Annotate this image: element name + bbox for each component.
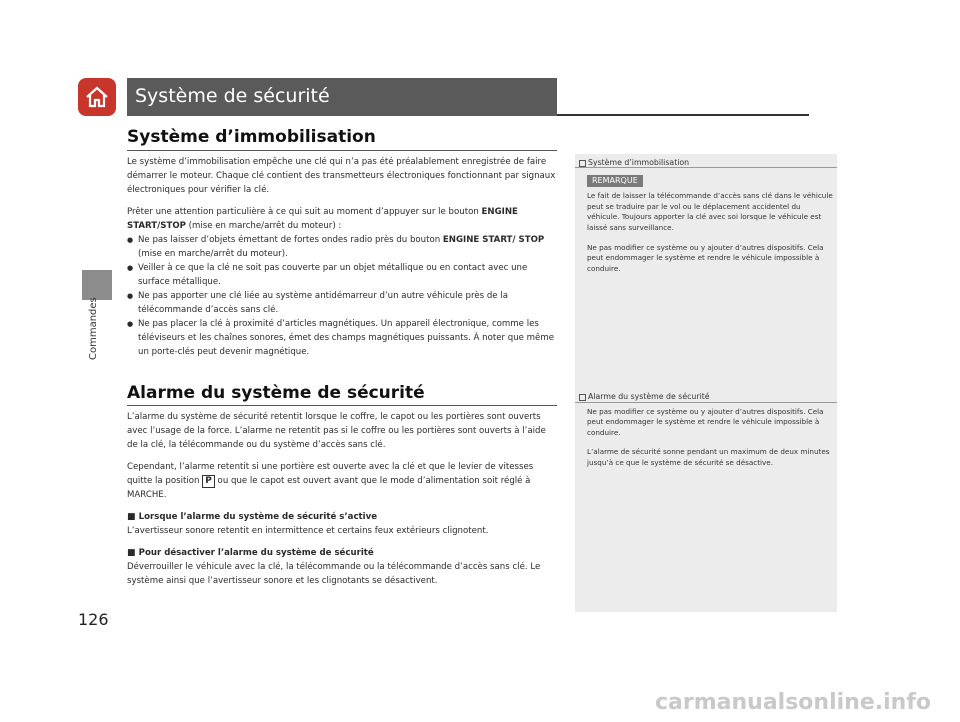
section-body-alarme	[127, 410, 557, 596]
subheading: ■ Lorsque l’alarme du système de sécurité s’active	[127, 510, 557, 524]
list-item: ● Ne pas laisser d’objets émettant de fortes ondes radio près du bouton ENGINE START/ STOP (mise en marche/arrêt du moteur).	[127, 233, 557, 261]
home-icon	[83, 83, 111, 111]
note-box-icon	[579, 160, 586, 167]
page-title-bar	[127, 78, 557, 116]
home-button[interactable]	[78, 78, 116, 116]
paragraph: Prêter une attention particulière à ce qui suit au moment d’appuyer sur le bouton ENGINE START/STOP (mise en marche/arrêt du moteur) :	[127, 207, 518, 231]
paragraph: Le système d’immobilisation empêche une clé qui n’a pas été préalablement enregistrée de faire démarrer le moteur. Chaque clé contient des transmetteurs électroniques fonctionnant par signaux électroniques pour vérifier la clé.	[127, 157, 556, 195]
section-heading-alarme: Alarme du système de sécurité	[127, 383, 425, 403]
note-rule	[575, 402, 837, 403]
subheading: ■ Pour désactiver l’alarme du système de sécurité	[127, 546, 557, 560]
paragraph: Déverrouiller le véhicule avec la clé, la télécommande ou la télécommande d’accès sans clé. Le système ainsi que l’avertisseur sonore et les clignotants se désactivent.	[127, 562, 541, 586]
side-label: Commandes	[88, 297, 99, 360]
page-title: Système de sécurité	[135, 85, 330, 107]
page-number: 126	[78, 610, 109, 629]
side-tab[interactable]	[82, 270, 112, 300]
list-item: ● Ne pas apporter une clé liée au système antidémarreur d’un autre véhicule près de la télécommande d’accès sans clé.	[127, 289, 557, 317]
note-title: Système d’immobilisation	[579, 158, 833, 169]
watermark: carmanualsonline.info	[655, 690, 931, 715]
note-paragraph: Ne pas modifier ce système ou y ajouter d’autres dispositifs. Cela peut endommager le système et rendre le véhicule impossible à conduire.	[587, 242, 824, 273]
title-rule	[557, 114, 809, 116]
note-title: Alarme du système de sécurité	[579, 392, 833, 403]
gear-position-p: P	[202, 475, 215, 488]
paragraph: Cependant, l’alarme retentit si une portière est ouverte avec la clé et que le levier de vitesses quitte la position P ou que le capot est ouvert avant que le mode d’alimentation soit réglé à MARCHE.	[127, 462, 534, 500]
bullet-list	[127, 233, 557, 359]
note-box-icon	[579, 394, 586, 401]
paragraph: L’alarme du système de sécurité retentit lorsque le coffre, le capot ou les portières sont ouverts avec l’usage de la force. L’alarme ne retentit pas si le coffre ou les portières sont ouverts à l’aide de la clé, la télécommande ou du système d’accès sans clé.	[127, 412, 546, 450]
section-body-immobilisation	[127, 155, 557, 359]
note-paragraph: Ne pas modifier ce système ou y ajouter d’autres dispositifs. Cela peut endommager le système et rendre le véhicule impossible à conduire.	[587, 406, 824, 437]
note-paragraph: L’alarme de sécurité sonne pendant un maximum de deux minutes jusqu’à ce que le système de sécurité se désactive.	[587, 447, 830, 467]
remarque-badge: REMARQUE	[587, 175, 643, 188]
note-rule	[575, 167, 837, 168]
heading-rule	[127, 405, 557, 406]
note-alarme	[579, 392, 833, 478]
notes-sidebar	[575, 154, 837, 612]
heading-rule	[127, 150, 557, 151]
paragraph: L’avertisseur sonore retentit en intermittence et certains feux extérieurs clignotent.	[127, 526, 489, 536]
list-item: ● Veiller à ce que la clé ne soit pas couverte par un objet métallique ou en contact avec une surface métallique.	[127, 261, 557, 289]
list-item: ● Ne pas placer la clé à proximité d’articles magnétiques. Un appareil électronique, comme les téléviseurs et les chaînes sonores, émet des champs magnétiques puissants. À noter que même un porte-clés peut devenir magnétique.	[127, 317, 557, 359]
note-paragraph: Le fait de laisser la télécommande d’accès sans clé dans le véhicule peut se traduire par le vol ou le déplacement accidentel du véhicule. Toujours apporter la clé avec soi lorsque le véhicule est laissé sans surveillance.	[587, 191, 833, 232]
note-immobilisation	[579, 158, 833, 283]
section-heading-immobilisation: Système d’immobilisation	[127, 127, 376, 147]
